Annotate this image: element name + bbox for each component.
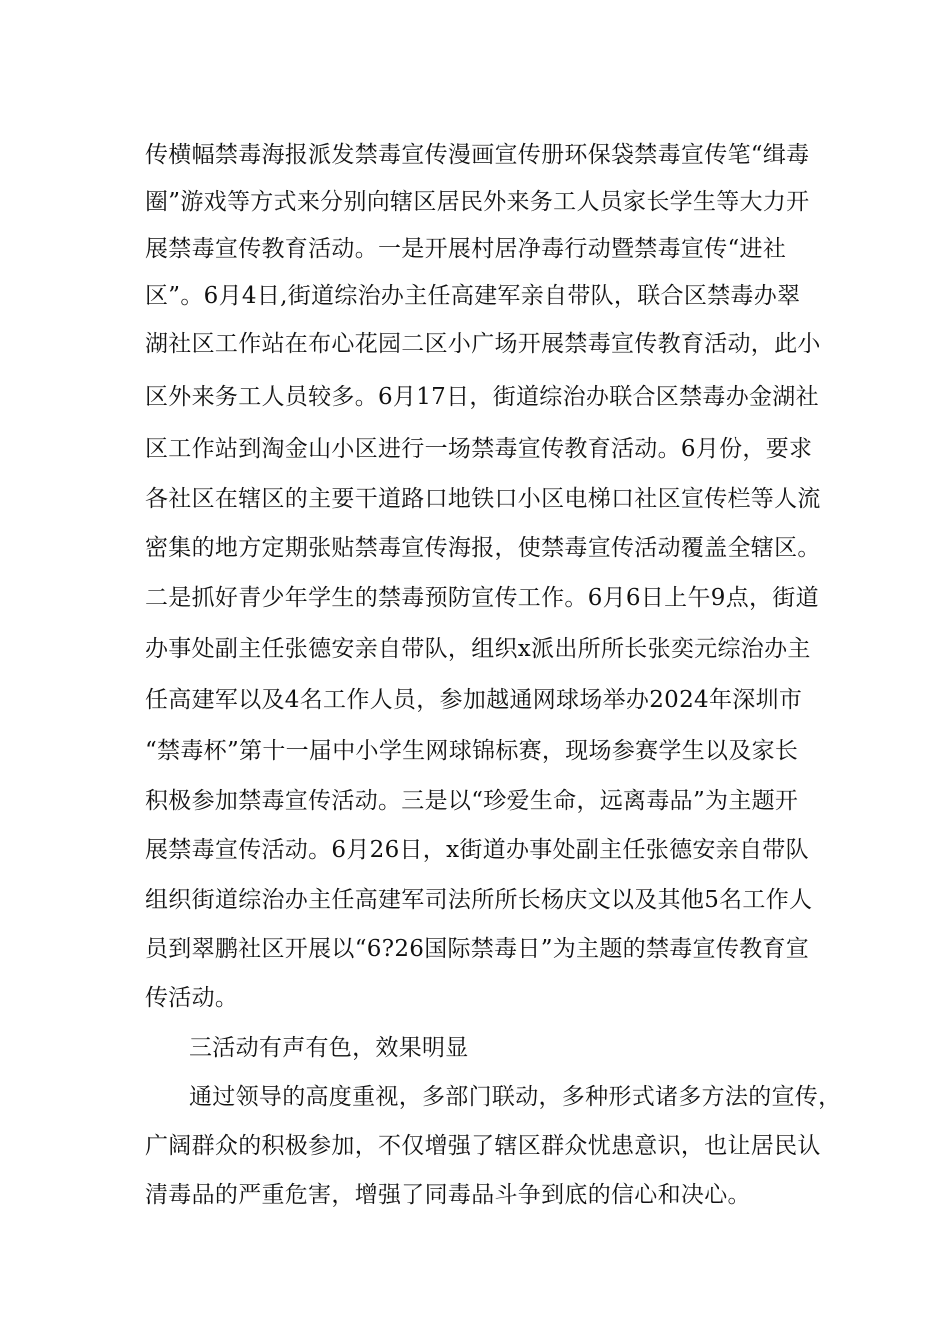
body-text-line: 各社区在辖区的主要干道路口地铁口小区电梯口社区宣传栏等人流: [145, 486, 821, 512]
body-text-line: 区”。6月4日,街道综治办主任高建军亲自带队，联合区禁毒办翠: [145, 283, 801, 309]
body-text-line: 展禁毒宣传活动。6月26日，x街道办事处副主任张德安亲自带队: [145, 837, 809, 863]
body-text-line: 传活动。: [145, 985, 239, 1011]
body-text-line: 员到翠鹏社区开展以“6?26国际禁毒日”为主题的禁毒宣传教育宣: [145, 936, 810, 962]
section-heading: 三活动有声有色，效果明显: [189, 1035, 469, 1061]
body-text-line: 广阔群众的积极参加，不仅增强了辖区群众忧患意识，也让居民认: [145, 1133, 821, 1159]
body-text-line: 区工作站到淘金山小区进行一场禁毒宣传教育活动。6月份，要求: [145, 436, 813, 462]
body-text-line: 展禁毒宣传教育活动。一是开展村居净毒行动暨禁毒宣传“进社: [145, 236, 787, 262]
body-text-line: 二是抓好青少年学生的禁毒预防宣传工作。6月6日上午9点，街道: [145, 585, 819, 611]
body-text-line: “禁毒杯”第十一届中小学生网球锦标赛，现场参赛学生以及家长: [145, 738, 799, 764]
body-text-line: 组织街道综治办主任高建军司法所所长杨庆文以及其他5名工作人: [145, 887, 813, 913]
body-text-line: 任高建军以及4名工作人员，参加越通网球场举办2024年深圳市: [145, 687, 803, 713]
body-text-line: 通过领导的高度重视，多部门联动，多种形式诸多方法的宣传，: [189, 1084, 842, 1110]
body-text-line: 传横幅禁毒海报派发禁毒宣传漫画宣传册环保袋禁毒宣传笔“缉毒: [145, 142, 810, 168]
body-text-line: 圈”游戏等方式来分别向辖区居民外来务工人员家长学生等大力开: [145, 189, 810, 215]
body-text-line: 湖社区工作站在布心花园二区小广场开展禁毒宣传教育活动，此小: [145, 331, 821, 357]
body-text-line: 办事处副主任张德安亲自带队，组织x派出所所长张奕元综治办主: [145, 636, 811, 662]
body-text-line: 密集的地方定期张贴禁毒宣传海报，使禁毒宣传活动覆盖全辖区。: [145, 535, 821, 561]
body-text-line: 积极参加禁毒宣传活动。三是以“珍爱生命，远离毒品”为主题开: [145, 788, 799, 814]
body-text-line: 清毒品的严重危害，增强了同毒品斗争到底的信心和决心。: [145, 1182, 751, 1208]
body-text-line: 区外来务工人员较多。6月17日，街道综治办联合区禁毒办金湖社: [145, 384, 819, 410]
